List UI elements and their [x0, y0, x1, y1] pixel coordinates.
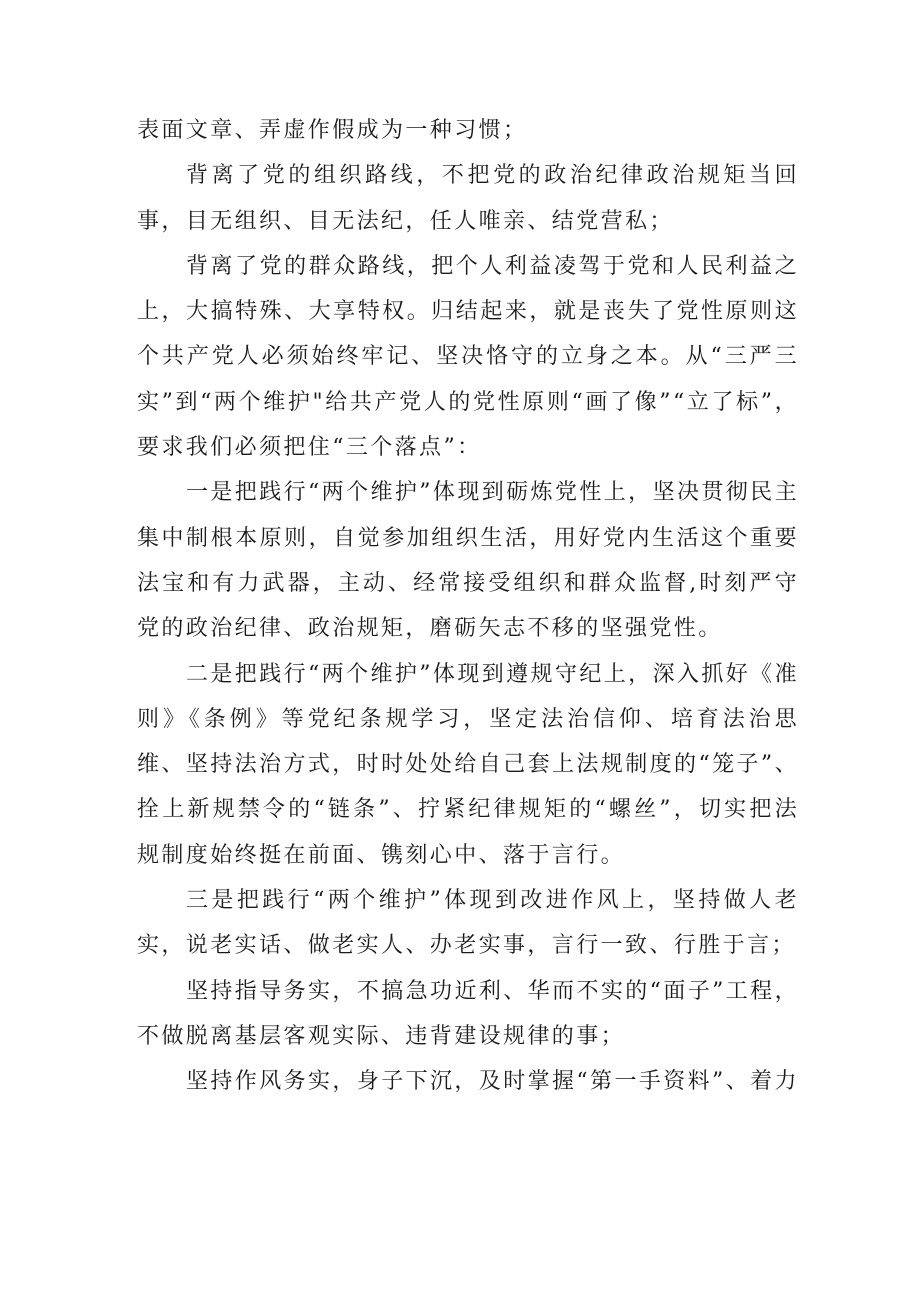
paragraph-style-practical: 坚持作风务实，身子下沉，及时掌握“第一手资料”、着力 [186, 1069, 799, 1095]
document-body [137, 108, 799, 1105]
paragraph-point-two: 二是把践行“两个维护”体现到遵规守纪上，深入抓好《准则》《条例》等党纪条规学习，坚定法治信仰、培育法治思维、坚持法治方式，时时处处给自己套上法规制度的“笼子”、拴上新规禁令的“链条”、拧紧纪律规矩的“螺丝”，切实把法规制度始终挺在前面、镌刻心中、落于言行。 [137, 661, 799, 868]
paragraph-point-one: 一是把践行“两个维护”体现到砺炼党性上，坚决贯彻民主集中制根本原则，自觉参加组织生活，用好党内生活这个重要法宝和有力武器，主动、经常接受组织和群众监督,时刻严守党的政治纪律、政治规矩，磨砺矢志不移的坚强党性。 [137, 480, 799, 642]
paragraph-continuation: 表面文章、弄虚作假成为一种习惯； [137, 118, 528, 143]
paragraph-organizational-line: 背离了党的组织路线，不把党的政治纪律政治规矩当回事，目无组织、目无法纪，任人唯亲、结党营私； [137, 163, 799, 234]
paragraph-guidance-practical: 坚持指导务实，不搞急功近利、华而不实的“面子”工程，不做脱离基层客观实际、违背建设规律的事； [137, 978, 799, 1049]
paragraph-mass-line: 背离了党的群众路线，把个人利益凌驾于党和人民利益之上，大搞特殊、大享特权。归结起来，就是丧失了党性原则这个共产党人必须始终牢记、坚决恪守的立身之本。从“三严三实”到“两个维护"给共产党人的党性原则“画了像”“立了标”，要求我们必须把住“三个落点”： [137, 253, 799, 461]
paragraph-point-three: 三是把践行“两个维护”体现到改进作风上，坚持做人老实，说老实话、做老实人、办老实事，言行一致、行胜于言； [137, 888, 799, 959]
